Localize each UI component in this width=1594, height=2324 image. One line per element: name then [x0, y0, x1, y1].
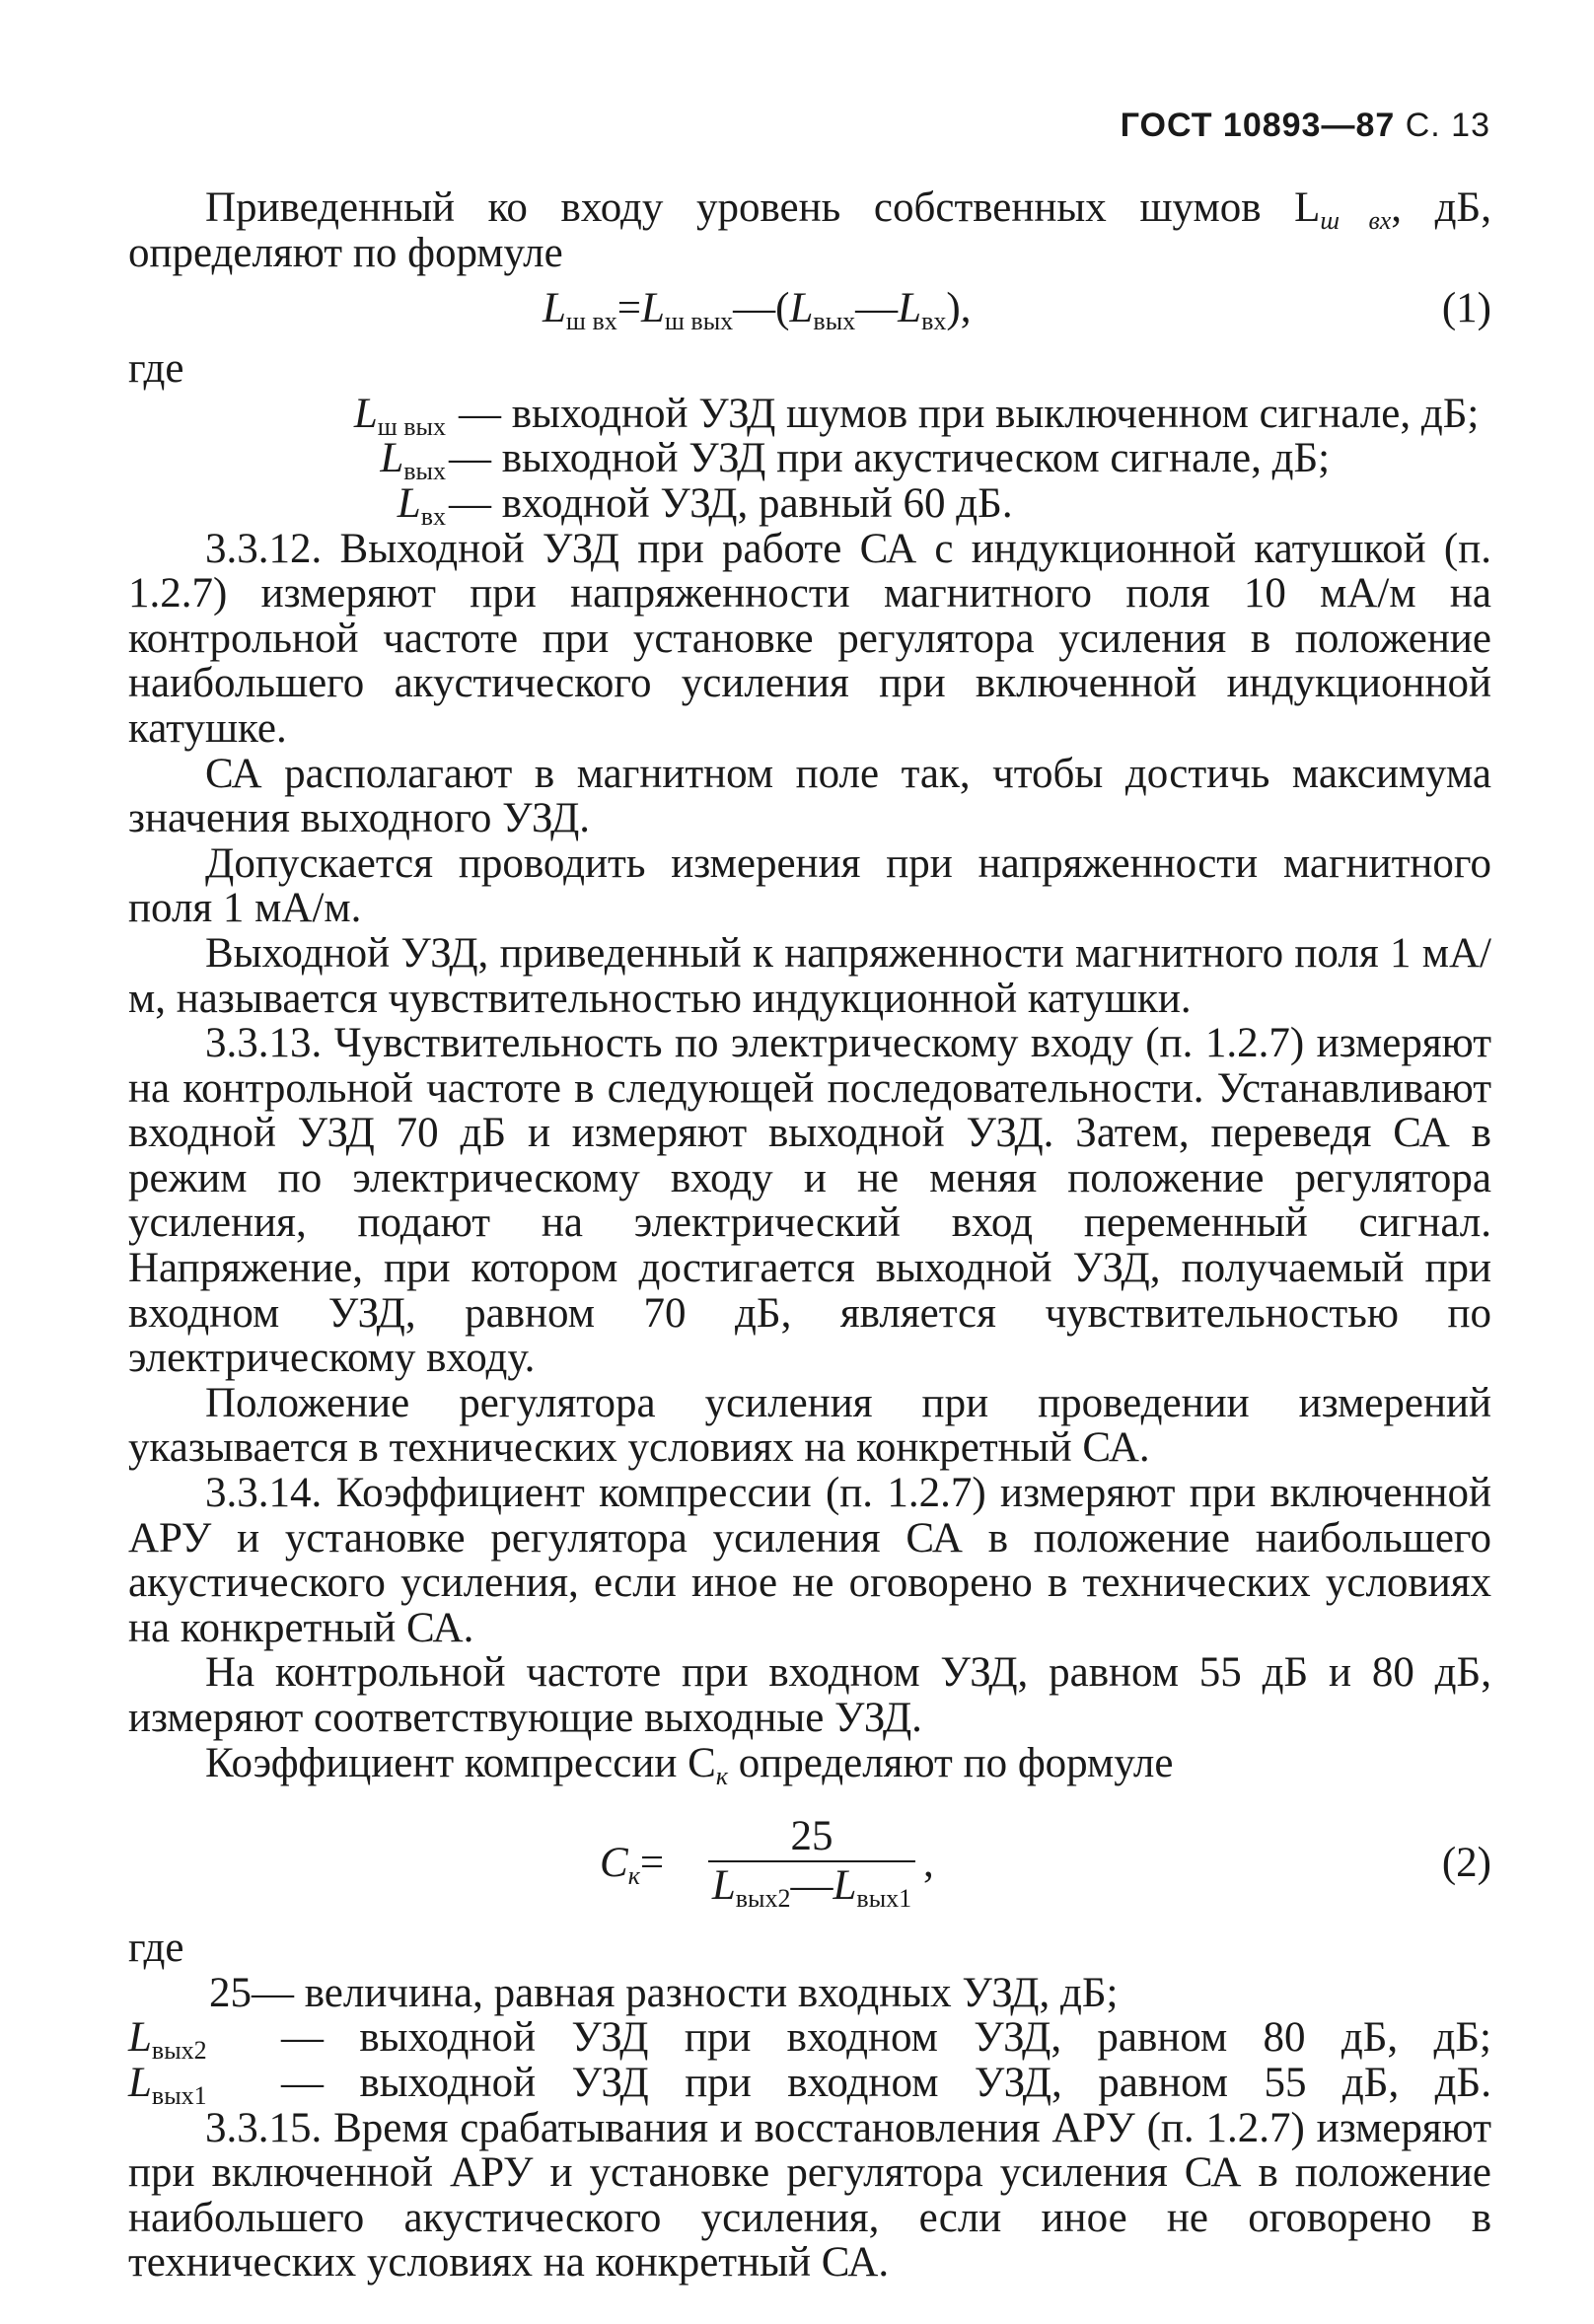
f1-dash: — [855, 285, 899, 332]
definition-text: — выходной УЗД шумов при выключенном сигнале, дБ; [459, 390, 1480, 437]
definition-symbol [353, 390, 446, 441]
definition-row [128, 390, 1491, 441]
f2-den-dash: — [790, 1862, 833, 1910]
f1-eq: = [616, 285, 641, 332]
def-sym: L [128, 2059, 152, 2106]
paragraph: Допускается проводить измерения при напряженности магнитного поля 1 мА/м. [128, 839, 1491, 932]
definition-row [128, 435, 1491, 486]
f1-l4: L [898, 285, 922, 332]
def-sub: ш вых [377, 411, 446, 441]
definition-row [128, 2014, 1491, 2066]
f2-lhs: C [600, 1840, 628, 1887]
fraction-numerator: 25 [708, 1813, 915, 1862]
definition-row [128, 2059, 1491, 2110]
intro-rest: , дБ, определяют по формуле [128, 184, 1492, 276]
f1-s3: вых [813, 307, 856, 336]
f2-eq: = [639, 1840, 665, 1887]
page-number: С. 13 [1405, 107, 1490, 144]
f2-den-l2: L [833, 1862, 857, 1910]
intro-paragraph [128, 185, 1491, 275]
f1-l3: L [789, 285, 814, 332]
definition-symbol [128, 2014, 207, 2066]
standard-number: ГОСТ 10893—87 [1120, 107, 1396, 144]
f2-den-s2: вых1 [856, 1884, 912, 1914]
definition-text: — входной УЗД, равный 60 дБ. [449, 479, 1013, 527]
formula-2-comma: , [923, 1840, 934, 1887]
paragraph-3-3-12: 3.3.12. Выходной УЗД при работе СА с индукционной катушкой (п. 1.2.7) измеряют при напряженности магнитного поля 10 мА/м на контрольной частоте при установке регулятора усиления в положение наибольшего акустического усиления при включенной индукционной катушке. [128, 525, 1491, 752]
formula-1-number: (1) [1441, 285, 1491, 332]
def-sym: L [353, 390, 378, 437]
paragraph: На контрольной частоте при входном УЗД, равном 55 дБ и 80 дБ, измеряют соответствующие выходные УЗД. [128, 1649, 1491, 1741]
f1-s4: вх [921, 307, 947, 336]
fraction-denominator [708, 1862, 915, 1914]
f1-mid: —( [733, 285, 790, 332]
compress-rest: определяют по формуле [727, 1739, 1174, 1786]
where-label-1: где [128, 345, 184, 393]
compress-sub: к [715, 1761, 728, 1790]
formula-1-expression [543, 275, 971, 342]
intro-sub: ш вх [1320, 206, 1392, 235]
def-sub: вх [420, 501, 446, 531]
definition-symbol [128, 2059, 207, 2110]
def-sub: вых2 [151, 2036, 207, 2066]
definition-text: — величина, равная разности входных УЗД, дБ; [252, 1969, 1119, 2016]
definition-row [128, 479, 1491, 531]
def-sub: вых1 [151, 2080, 207, 2110]
paragraph-3-3-15: 3.3.15. Время срабатывания и восстановления АРУ (п. 1.2.7) измеряют при включенной АРУ и установке регулятора усиления СА в положение наибольшего акустического усиления, если иное не оговорено в технических условиях на конкретный СА. [128, 2104, 1491, 2287]
formula-2-number: (2) [1441, 1840, 1491, 1887]
page-content [128, 185, 1491, 2286]
definition-symbol [380, 435, 446, 486]
where-label-2: где [128, 1925, 184, 1972]
f1-l2: L [640, 285, 665, 332]
definition-symbol [397, 479, 446, 531]
def-sym: L [397, 479, 421, 527]
formula-2-fraction [708, 1813, 915, 1914]
f2-lhs-sub: к [627, 1861, 640, 1891]
paragraph: Выходной УЗД, приведенный к напряженности магнитного поля 1 мА/м, называется чувствительностью индукционной катушки. [128, 929, 1491, 1022]
formula-2-lhs [600, 1840, 665, 1891]
definition-text: — выходной УЗД при входном УЗД, равном 55 дБ, дБ. [281, 2059, 1491, 2106]
definition-row [128, 1971, 1491, 2016]
formula-2 [128, 1805, 1491, 1922]
definition-text: — выходной УЗД при входном УЗД, равном 80 дБ, дБ; [281, 2014, 1491, 2062]
f1-l1: L [543, 285, 566, 332]
f1-s1: ш вх [565, 307, 617, 336]
def-sym: L [128, 2014, 152, 2062]
paragraph-3-3-14: 3.3.14. Коэффициент компрессии (п. 1.2.7) измеряют при включенной АРУ и установке регулятора усиления СА в положение наибольшего акустического усиления, если иное не оговорено в технических условиях на конкретный СА. [128, 1470, 1491, 1651]
f1-s2: ш вых [664, 307, 734, 336]
f2-den-s1: вых2 [735, 1884, 791, 1914]
paragraph: Положение регулятора усиления при проведении измерений указывается в технических условиях на конкретный СА. [128, 1379, 1491, 1472]
compress-intro-text: Коэффициент компрессии C [205, 1739, 716, 1786]
def-sym: L [380, 435, 404, 482]
paragraph-3-3-13: 3.3.13. Чувствительность по электрическому входу (п. 1.2.7) измеряют на контрольной частоте в следующей последовательности. Устанавливают входной УЗД 70 дБ и измеряют выходной УЗД. Затем, переведя СА в режим по электрическому входу и не меняя положение регулятора усиления, подают на электрический вход переменный сигнал. Напряжение, при котором достигается выходной УЗД, получаемый при входном УЗД, равном 70 дБ, является чувствительностью по электрическому входу. [128, 1020, 1491, 1382]
def-sym: 25 [209, 1969, 252, 2016]
intro-text: Приведенный ко входу уровень собственных шумов L [205, 184, 1321, 231]
page-header [1121, 107, 1490, 145]
paragraph: СА располагают в магнитном поле так, чтобы достичь максимума значения выходного УЗД. [128, 750, 1491, 842]
f2-den-l1: L [711, 1862, 736, 1910]
f1-end: ), [946, 285, 972, 332]
def-sub: вых [403, 457, 446, 486]
compression-intro [128, 1739, 1491, 1790]
definition-text: — выходной УЗД при акустическом сигнале, дБ; [449, 435, 1331, 482]
formula-1 [128, 275, 1491, 342]
